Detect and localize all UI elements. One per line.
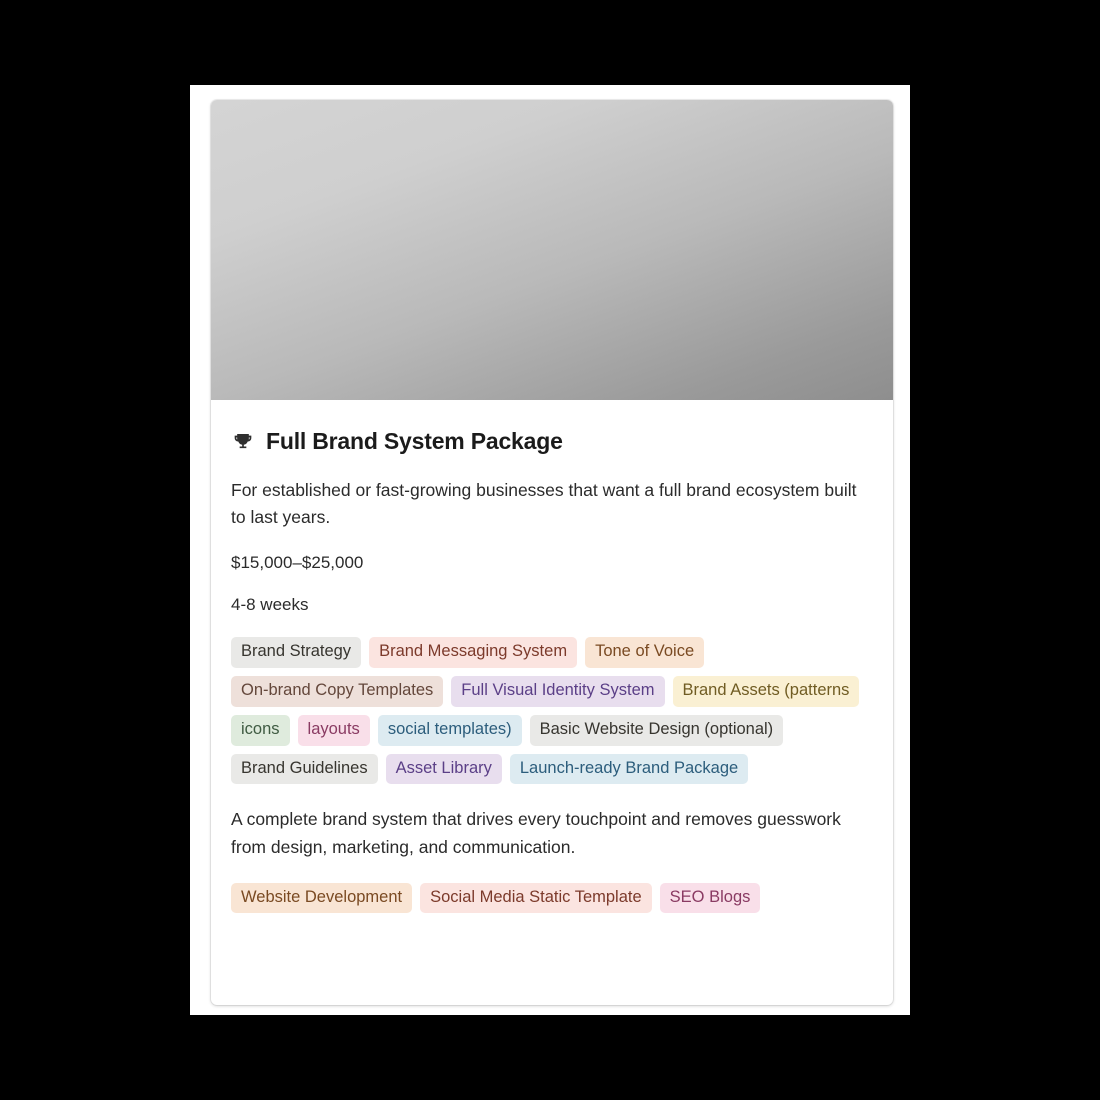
tag-item[interactable]: Website Development: [231, 883, 412, 914]
card-title: Full Brand System Package: [266, 428, 563, 454]
tag-item[interactable]: Full Visual Identity System: [451, 676, 664, 707]
tag-item[interactable]: icons: [231, 715, 290, 746]
tag-item[interactable]: Brand Assets (patterns: [673, 676, 860, 707]
tag-item[interactable]: SEO Blogs: [660, 883, 761, 914]
tag-item[interactable]: Tone of Voice: [585, 637, 704, 668]
tag-item[interactable]: Launch-ready Brand Package: [510, 754, 748, 785]
card-cover-image: [211, 100, 893, 400]
tag-item[interactable]: Brand Strategy: [231, 637, 361, 668]
trophy-icon: [231, 429, 255, 455]
addons-tag-list: [231, 883, 873, 914]
tag-item[interactable]: Brand Guidelines: [231, 754, 378, 785]
brand-package-card[interactable]: [211, 100, 893, 1005]
card-price: $15,000–$25,000: [231, 553, 364, 573]
tag-item[interactable]: On-brand Copy Templates: [231, 676, 443, 707]
tag-item[interactable]: Basic Website Design (optional): [530, 715, 784, 746]
tag-item[interactable]: Brand Messaging System: [369, 637, 577, 668]
deliverables-tag-list: [231, 637, 873, 784]
card-summary: A complete brand system that drives every touchpoint and removes guesswork from design, marketing, and communication.: [231, 809, 841, 857]
card-title-row: [231, 428, 873, 455]
tag-item[interactable]: Asset Library: [386, 754, 502, 785]
card-body: [211, 400, 893, 1005]
tag-item[interactable]: social templates): [378, 715, 522, 746]
tag-item[interactable]: Social Media Static Template: [420, 883, 652, 914]
tag-item[interactable]: layouts: [298, 715, 370, 746]
card-description: For established or fast-growing businesses that want a full brand ecosystem built to last years.: [231, 480, 857, 528]
card-timeline: 4-8 weeks: [231, 595, 309, 615]
